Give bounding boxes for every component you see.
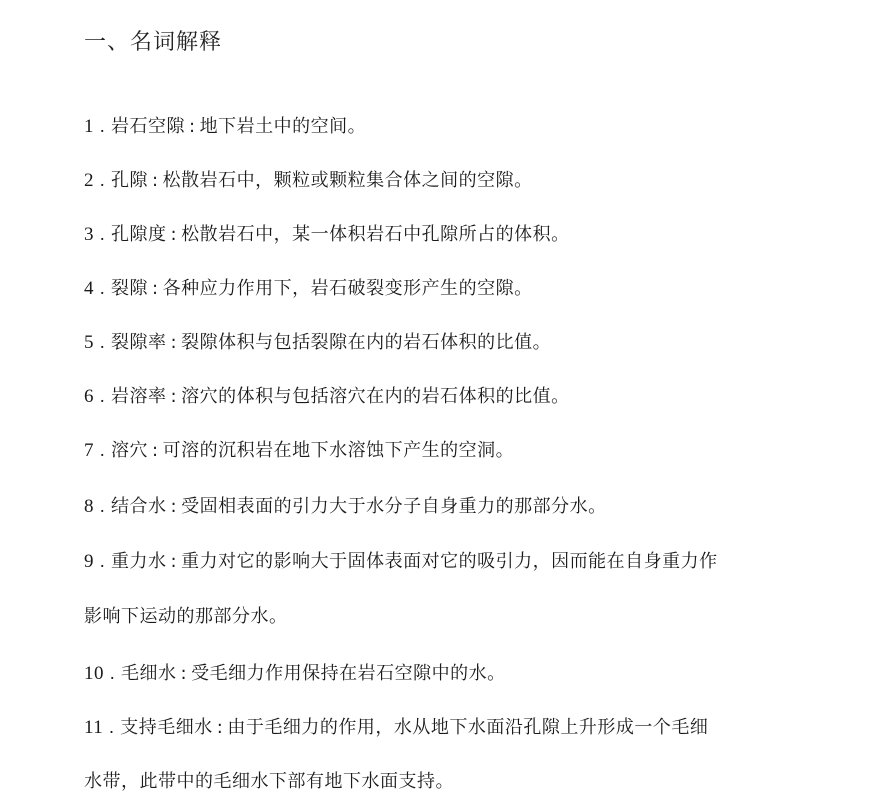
- entry-8: 8 . 结合水 : 受固相表面的引力大于水分子自身重力的那部分水。: [84, 496, 607, 517]
- entry-5: 5 . 裂隙率 : 裂隙体积与包括裂隙在内的岩石体积的比值。: [84, 332, 552, 353]
- entry-9-continuation: 影响下运动的那部分水。: [84, 606, 288, 627]
- entry-number: 6: [84, 386, 94, 407]
- entry-term: 孔隙: [111, 170, 148, 191]
- entry-number: 1: [84, 116, 94, 137]
- entry-term: 裂隙率: [111, 332, 167, 353]
- entry-6: 6 . 岩溶率 : 溶穴的体积与包括溶穴在内的岩石体积的比值。: [84, 386, 570, 407]
- entry-term: 孔隙度: [111, 224, 167, 245]
- entry-4: 4 . 裂隙 : 各种应力作用下，岩石破裂变形产生的空隙。: [84, 278, 533, 299]
- entry-10: 10 . 毛细水 : 受毛细力作用保持在岩石空隙中的水。: [84, 663, 506, 684]
- entry-number: 7: [84, 440, 94, 461]
- entry-definition: 裂隙体积与包括裂隙在内的岩石体积的比值。: [181, 332, 552, 353]
- entry-term: 毛细水: [121, 663, 177, 684]
- section-title: 一、名词解释: [84, 30, 223, 55]
- entry-number: 5: [84, 332, 94, 353]
- entry-number: 3: [84, 224, 94, 245]
- entry-definition: 溶穴的体积与包括溶穴在内的岩石体积的比值。: [181, 386, 570, 407]
- entry-term: 溶穴: [111, 440, 148, 461]
- entry-definition: 松散岩石中，某一体积岩石中孔隙所占的体积。: [181, 224, 570, 245]
- entry-3: 3 . 孔隙度 : 松散岩石中，某一体积岩石中孔隙所占的体积。: [84, 224, 570, 245]
- entry-definition: 受固相表面的引力大于水分子自身重力的那部分水。: [181, 496, 607, 517]
- entry-7: 7 . 溶穴 : 可溶的沉积岩在地下水溶蚀下产生的空洞。: [84, 440, 515, 461]
- entry-11: 11 . 支持毛细水 : 由于毛细力的作用，水从地下水面沿孔隙上升形成一个毛细: [84, 717, 709, 738]
- entry-1: 1 . 岩石空隙 : 地下岩土中的空间。: [84, 116, 367, 137]
- entry-9: 9 . 重力水 : 重力对它的影响大于固体表面对它的吸引力，因而能在自身重力作: [84, 551, 718, 572]
- entry-term: 岩溶率: [111, 386, 167, 407]
- entry-term: 重力水: [111, 551, 167, 572]
- entry-definition: 可溶的沉积岩在地下水溶蚀下产生的空洞。: [162, 440, 515, 461]
- entry-number: 11: [84, 717, 104, 738]
- entry-term: 支持毛细水: [120, 717, 213, 738]
- entry-number: 9: [84, 551, 94, 572]
- entry-definition: 地下岩土中的空间。: [199, 116, 367, 137]
- entry-2: 2 . 孔隙 : 松散岩石中，颗粒或颗粒集合体之间的空隙。: [84, 170, 533, 191]
- entry-definition: 重力对它的影响大于固体表面对它的吸引力，因而能在自身重力作: [181, 551, 718, 572]
- entry-term: 岩石空隙: [111, 116, 185, 137]
- entry-number: 8: [84, 496, 94, 517]
- entry-number: 10: [84, 663, 104, 684]
- entry-11-continuation: 水带，此带中的毛细水下部有地下水面支持。: [84, 771, 454, 792]
- entry-definition: 由于毛细力的作用，水从地下水面沿孔隙上升形成一个毛细: [227, 717, 709, 738]
- entry-definition: 受毛细力作用保持在岩石空隙中的水。: [191, 663, 506, 684]
- entry-definition: 松散岩石中，颗粒或颗粒集合体之间的空隙。: [162, 170, 533, 191]
- entry-number: 4: [84, 278, 94, 299]
- entry-term: 结合水: [111, 496, 167, 517]
- entry-definition: 各种应力作用下，岩石破裂变形产生的空隙。: [162, 278, 533, 299]
- entry-term: 裂隙: [111, 278, 148, 299]
- entry-number: 2: [84, 170, 94, 191]
